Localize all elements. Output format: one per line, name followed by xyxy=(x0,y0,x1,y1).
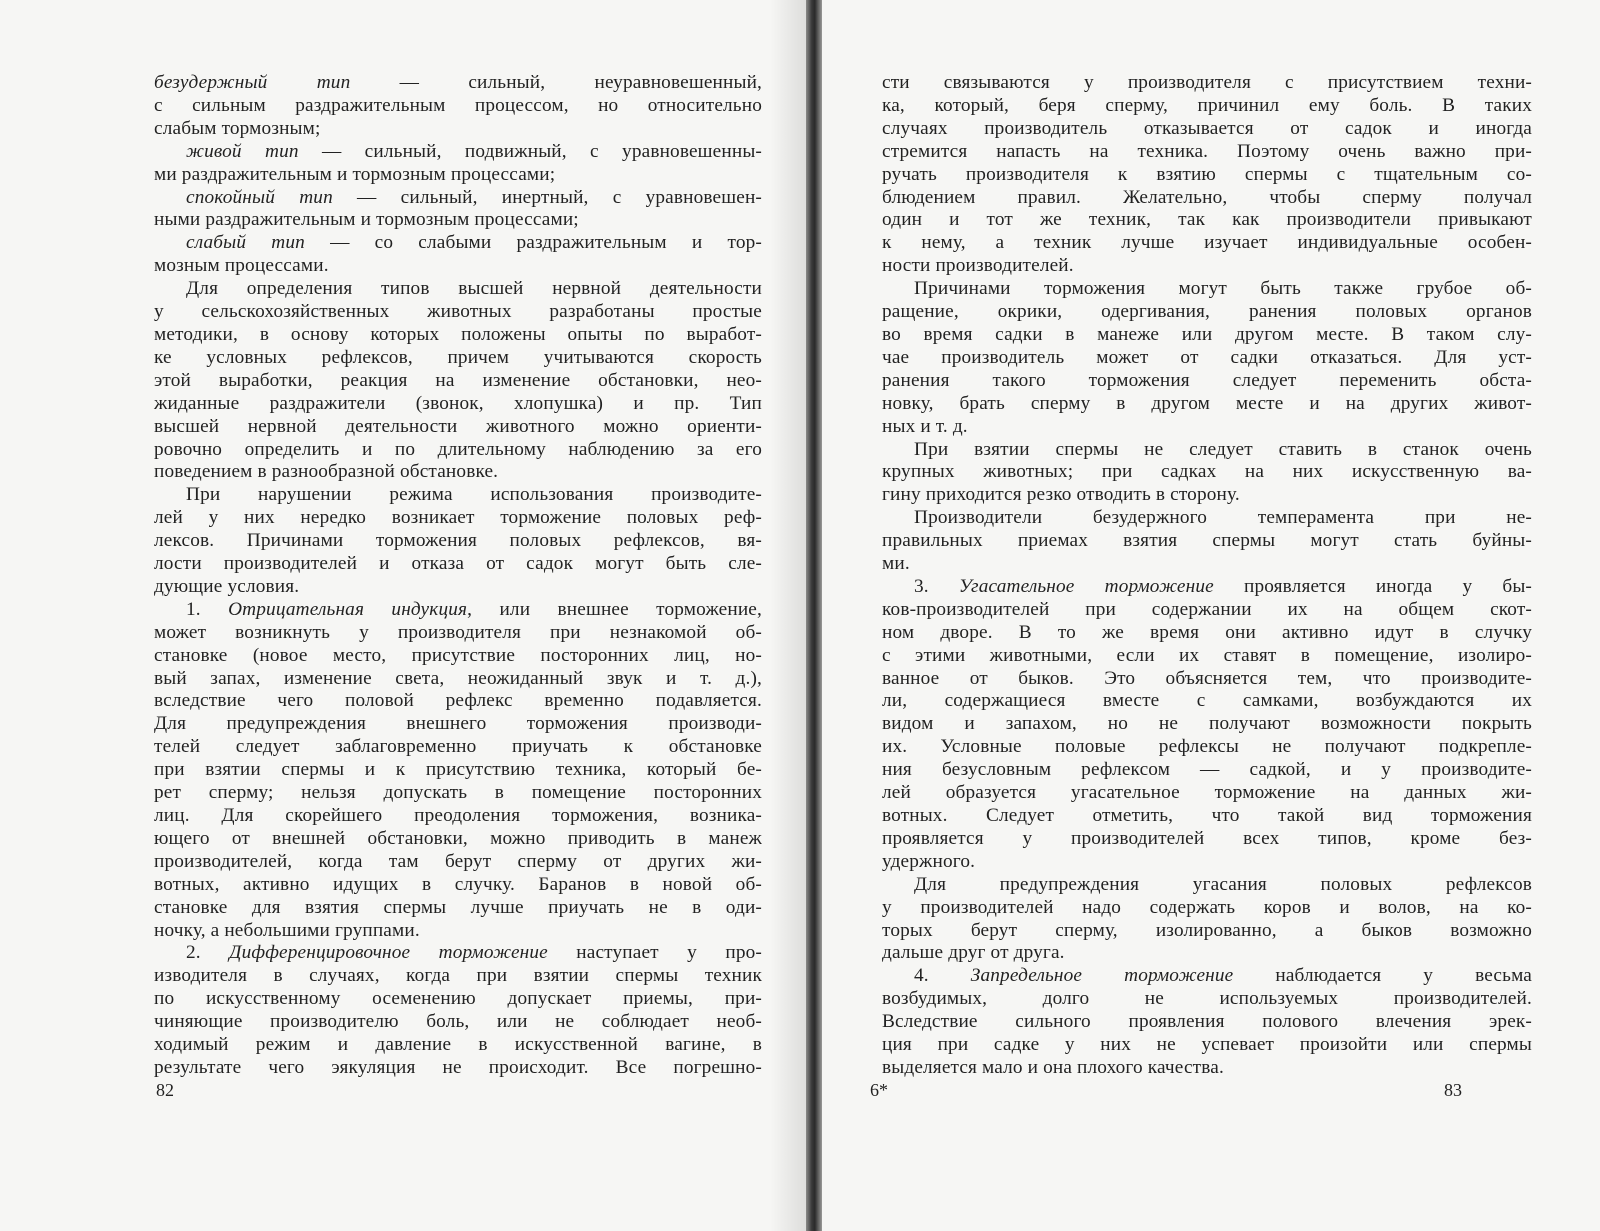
printer-signature-mark: 6* xyxy=(870,1080,888,1100)
text-line xyxy=(882,1057,1532,1080)
list-number: 3. xyxy=(914,575,959,597)
right-page xyxy=(822,0,1600,1231)
text-line xyxy=(882,484,1532,507)
text-line xyxy=(154,759,762,782)
text-line xyxy=(882,209,1532,232)
line-text: Причинами торможения могут быть также грубое об- xyxy=(914,278,1532,300)
line-text: — сильный, подвижный, с уравновешенны- xyxy=(298,140,762,162)
text-line xyxy=(882,782,1532,805)
line-text: ночку, а небольшими группами. xyxy=(154,919,420,941)
line-text: При нарушении режима использования производите- xyxy=(186,484,762,506)
text-line xyxy=(154,439,762,462)
line-text: ранения такого торможения следует переменить обста- xyxy=(882,369,1532,391)
line-text: с этими животными, если их ставят в помещение, изолиро- xyxy=(882,644,1532,666)
line-text: становке (новое место, присутствие посторонних лиц, но- xyxy=(154,644,762,666)
line-text: случаях производитель отказывается от садок и иногда xyxy=(882,117,1532,139)
line-text: с сильным раздражительным процессом, но относительно xyxy=(154,94,762,116)
text-line xyxy=(154,897,762,920)
line-text: блюдением правил. Желательно, чтобы сперму получал xyxy=(882,186,1532,208)
line-text: — со слабыми раздражительным и тор- xyxy=(304,232,762,254)
text-line xyxy=(882,897,1532,920)
text-line xyxy=(882,278,1532,301)
text-line xyxy=(154,95,762,118)
line-text: вследствие чего половой рефлекс временно подавляется. xyxy=(154,690,762,712)
text-line xyxy=(154,690,762,713)
line-text: наступает у про- xyxy=(547,942,762,964)
left-page-text xyxy=(154,72,762,1080)
text-line xyxy=(154,668,762,691)
line-text: ми раздражительным и тормозным процессами; xyxy=(154,163,556,185)
line-text: стремится напасть на техника. Поэтому очень важно при- xyxy=(882,140,1532,162)
line-text: — сильный, неуравновешенный, xyxy=(350,72,763,93)
line-text: рет сперму; нельзя допускать в помещение посторонних xyxy=(154,782,762,804)
text-line xyxy=(154,1057,762,1080)
line-text: ков-производителей при содержании их на общем скот- xyxy=(882,598,1532,620)
text-line xyxy=(154,965,762,988)
text-line xyxy=(154,278,762,301)
text-line xyxy=(882,988,1532,1011)
line-text: ке условных рефлексов, причем учитываются скорость xyxy=(154,346,762,368)
text-line xyxy=(882,461,1532,484)
text-line xyxy=(154,187,762,210)
line-text: возбудимых, долго не используемых производителей. xyxy=(882,988,1532,1010)
text-line xyxy=(882,645,1532,668)
line-text: Для предупреждения внешнего торможения производи- xyxy=(154,713,762,735)
line-text: При взятии спермы не следует ставить в станок очень xyxy=(914,438,1532,460)
text-line xyxy=(882,553,1532,576)
text-line xyxy=(882,118,1532,141)
text-line xyxy=(154,805,762,828)
text-line xyxy=(154,324,762,347)
text-line xyxy=(882,690,1532,713)
text-line xyxy=(154,622,762,645)
italic-term: слабый тип xyxy=(186,232,305,254)
text-line xyxy=(882,920,1532,943)
text-line xyxy=(882,370,1532,393)
book-gutter xyxy=(806,0,822,1231)
line-text: к нему, а техник лучше изучает индивидуальные особен- xyxy=(882,232,1532,254)
text-line xyxy=(882,942,1532,965)
italic-term: Угасательное торможение xyxy=(958,575,1214,597)
text-line xyxy=(882,965,1532,988)
text-line xyxy=(154,599,762,622)
line-text: результате чего эякуляция не происходит. Все погрешно- xyxy=(154,1056,762,1078)
line-text: у сельскохозяйственных животных разработаны простые xyxy=(154,301,762,323)
text-line xyxy=(154,874,762,897)
line-text: телей следует заблаговременно приучать к обстановке xyxy=(154,736,762,758)
text-line xyxy=(882,393,1532,416)
text-line xyxy=(154,72,762,95)
text-line xyxy=(882,874,1532,897)
text-line xyxy=(154,736,762,759)
text-line xyxy=(882,1011,1532,1034)
line-text: вый запах, изменение света, неожиданный звук и т. д.), xyxy=(154,667,762,689)
line-text: Для определения типов высшей нервной деятельности xyxy=(186,278,762,300)
line-text: гину приходится резко отводить в сторону. xyxy=(882,484,1240,506)
text-line xyxy=(882,232,1532,255)
line-text: вотных. Следует отметить, что такой вид торможения xyxy=(882,805,1532,826)
text-line xyxy=(882,141,1532,164)
text-line xyxy=(882,736,1532,759)
text-line xyxy=(882,255,1532,278)
text-line xyxy=(154,713,762,736)
line-text: жиданные раздражители (звонок, хлопушка) и пр. Тип xyxy=(154,392,762,414)
text-line xyxy=(882,713,1532,736)
list-number: 2. xyxy=(186,942,230,964)
line-text: становке для взятия спермы лучше приучать не в оди- xyxy=(154,896,762,918)
line-text: проявляется у производителей всех типов, кроме без- xyxy=(882,827,1532,849)
text-line xyxy=(154,232,762,255)
line-text: ли, содержащиеся вместе с самками, возбуждаются их xyxy=(882,690,1532,712)
gutter-shadow-left xyxy=(770,0,806,1231)
line-text: ция при садке у них не успевает произойти или спермы xyxy=(882,1034,1532,1056)
text-line xyxy=(154,209,762,232)
text-line xyxy=(882,851,1532,874)
text-line xyxy=(154,255,762,278)
list-number: 1. xyxy=(186,598,229,620)
line-text: ния безусловным рефлексом — садкой, и у производите- xyxy=(882,759,1532,781)
line-text: при взятии спермы и к присутствию техника, который бе- xyxy=(154,759,762,781)
line-text: лиц. Для скорейшего преодоления торможения, возника- xyxy=(154,805,762,826)
line-text: Вследствие сильного проявления полового влечения эрек- xyxy=(882,1011,1532,1033)
text-line xyxy=(882,622,1532,645)
line-text: этой выработки, реакция на изменение обстановки, нео- xyxy=(154,369,762,391)
line-text: новку, брать сперму в другом месте и на других живот- xyxy=(882,392,1532,414)
text-line xyxy=(154,416,762,439)
line-text: Для предупреждения угасания половых рефлексов xyxy=(914,873,1532,895)
line-text: удержного. xyxy=(882,850,976,872)
line-text: один и тот же техник, так как производители привыкают xyxy=(882,209,1532,231)
line-text: лей у них нередко возникает торможение половых реф- xyxy=(154,507,762,529)
text-line xyxy=(882,416,1532,439)
line-text: по искусственному осеменению допускает приемы, при- xyxy=(154,988,762,1010)
line-text: торых берут сперму, изолированно, а быков возможно xyxy=(882,919,1532,941)
text-line xyxy=(154,1034,762,1057)
text-line xyxy=(154,1011,762,1034)
line-text: ходимый режим и давление в искусственной вагине, в xyxy=(154,1034,762,1056)
text-line xyxy=(154,645,762,668)
line-text: крупных животных; при садках на них искусственную ва- xyxy=(882,461,1532,483)
line-text: мозным процессами. xyxy=(154,255,329,277)
line-text: их. Условные половые рефлексы не получают подкрепле- xyxy=(882,736,1532,758)
text-line xyxy=(154,141,762,164)
text-line xyxy=(154,942,762,965)
text-line xyxy=(154,393,762,416)
line-text: лости производителей и отказа от садок могут быть сле- xyxy=(154,553,762,575)
text-line xyxy=(882,187,1532,210)
line-text: проявляется иногда у бы- xyxy=(1213,575,1533,597)
italic-term: спокойный тип xyxy=(186,186,333,208)
line-text: Производители безудержного темперамента при не- xyxy=(914,507,1532,529)
text-line xyxy=(882,576,1532,599)
text-line xyxy=(882,828,1532,851)
line-text: поведением в разнообразной обстановке. xyxy=(154,461,499,483)
line-text: видом и запахом, но не получают возможности покрыть xyxy=(882,713,1532,735)
text-line xyxy=(882,95,1532,118)
line-text: ровочно определить и по длительному наблюдению за его xyxy=(154,438,762,460)
line-text: ручать производителя к взятию спермы с тщательным со- xyxy=(882,163,1532,185)
line-text: сти связываются у производителя с присутствием техни- xyxy=(882,72,1532,93)
line-text: производителей, когда там берут сперму от других жи- xyxy=(154,850,762,872)
text-line xyxy=(154,530,762,553)
text-line xyxy=(882,668,1532,691)
line-text: ными раздражительным и тормозным процессами; xyxy=(154,209,579,231)
line-text: может возникнуть у производителя при незнакомой об- xyxy=(154,621,762,643)
text-line xyxy=(154,920,762,943)
line-text: во время садки в манеже или другом месте. В таком слу- xyxy=(882,323,1532,345)
text-line xyxy=(154,484,762,507)
line-text: ращение, окрики, одергивания, ранения половых органов xyxy=(882,301,1532,323)
text-line xyxy=(154,828,762,851)
line-text: ка, который, беря сперму, причинил ему боль. В таких xyxy=(882,94,1532,116)
text-line xyxy=(882,759,1532,782)
text-line xyxy=(154,782,762,805)
line-text: изводителя в случаях, когда при взятии спермы техник xyxy=(154,965,762,987)
text-line xyxy=(154,301,762,324)
text-line xyxy=(882,1034,1532,1057)
line-text: выделяется мало и она плохого качества. xyxy=(882,1056,1224,1078)
text-line xyxy=(154,576,762,599)
italic-term: Запредельное торможение xyxy=(970,965,1234,987)
line-text: ми. xyxy=(882,553,910,575)
line-text: дующие условия. xyxy=(154,575,300,597)
text-line xyxy=(882,164,1532,187)
line-text: слабым тормозным; xyxy=(154,117,321,139)
text-line xyxy=(882,530,1532,553)
line-text: ности производителей. xyxy=(882,255,1074,277)
text-line xyxy=(154,118,762,141)
list-number: 4. xyxy=(914,965,971,987)
text-line xyxy=(154,988,762,1011)
line-text: ющего от внешней обстановки, можно приводить в манеж xyxy=(154,827,762,849)
right-page-number: 83 xyxy=(1444,1080,1462,1100)
text-line xyxy=(154,553,762,576)
italic-term: безудержный тип xyxy=(154,72,351,93)
line-text: правильных приемах взятия спермы могут стать буйны- xyxy=(882,530,1532,552)
line-text: вотных, активно идущих в случку. Баранов в новой об- xyxy=(154,873,762,895)
line-text: у производителей надо содержать коров и волов, на ко- xyxy=(882,896,1532,918)
italic-term: живой тип xyxy=(186,140,299,162)
line-text: чае производитель может от садки отказаться. Для уст- xyxy=(882,346,1532,368)
text-line xyxy=(882,347,1532,370)
text-line xyxy=(882,72,1532,95)
line-text: — сильный, инертный, с уравновешен- xyxy=(332,186,762,208)
text-line xyxy=(882,301,1532,324)
text-line xyxy=(882,439,1532,462)
line-text: наблюдается у весьма xyxy=(1233,965,1533,987)
line-text: методики, в основу которых положены опыты по выработ- xyxy=(154,323,762,345)
text-line xyxy=(882,805,1532,828)
italic-term: Дифференцировочное торможение xyxy=(229,942,548,964)
line-text: ванное от быков. Это объясняется тем, что производите- xyxy=(882,667,1532,689)
line-text: чиняющие производителю боль, или не соблюдает необ- xyxy=(154,1011,762,1033)
text-line xyxy=(154,507,762,530)
line-text: ном дворе. В то же время они активно идут в случку xyxy=(882,621,1532,643)
left-page-number: 82 xyxy=(156,1080,174,1100)
line-text: , или внешнее торможение, xyxy=(467,598,762,620)
line-text: лей образуется угасательное торможение на данных жи- xyxy=(882,782,1532,804)
text-line xyxy=(154,461,762,484)
italic-term: Отрицательная индукция xyxy=(228,598,468,620)
line-text: дальше друг от друга. xyxy=(882,942,1065,964)
text-line xyxy=(154,370,762,393)
text-line xyxy=(154,347,762,370)
text-line xyxy=(882,324,1532,347)
right-page-text xyxy=(882,72,1532,1080)
line-text: лексов. Причинами торможения половых рефлексов, вя- xyxy=(154,530,762,552)
line-text: высшей нервной деятельности животного можно ориенти- xyxy=(154,415,762,437)
text-line xyxy=(882,599,1532,622)
text-line xyxy=(154,164,762,187)
text-line xyxy=(154,851,762,874)
text-line xyxy=(882,507,1532,530)
line-text: ных и т. д. xyxy=(882,415,968,437)
